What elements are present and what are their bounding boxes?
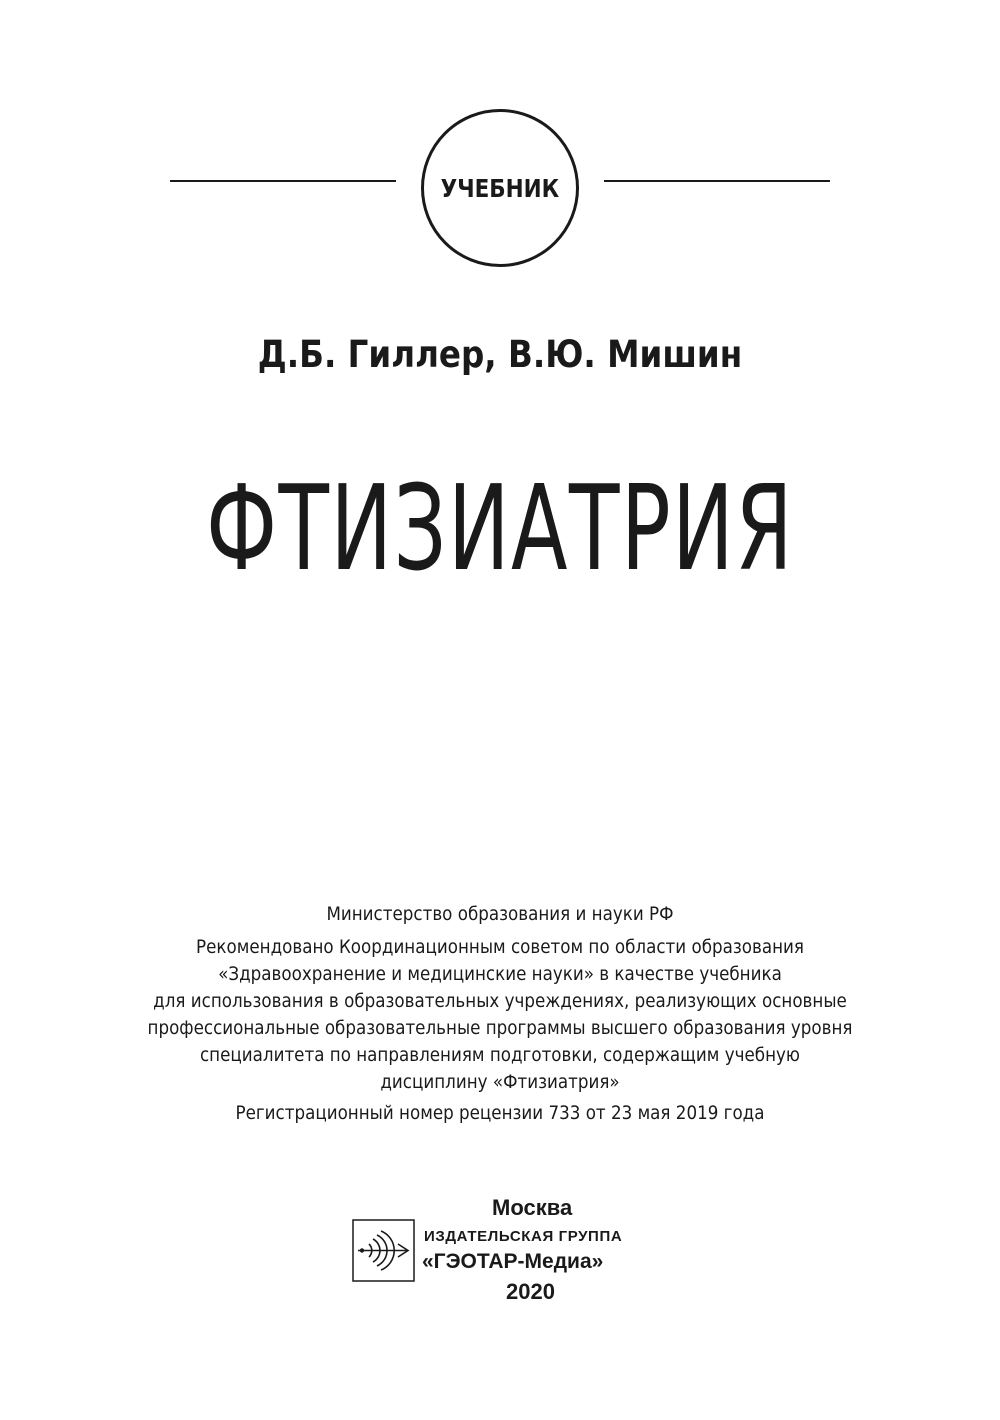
recommendation-line: дисциплину «Фтизиатрия» xyxy=(380,1071,620,1093)
authors: Д.Б. Гиллер, В.Ю. Мишин xyxy=(257,333,743,376)
registration-line: Регистрационный номер рецензии 733 от 23 мая 2019 года xyxy=(235,1102,765,1124)
recommendation-line: Рекомендовано Координационным советом по области образования xyxy=(196,936,804,958)
geotar-logo-icon xyxy=(352,1219,415,1282)
book-title: ФТИЗИАТРИЯ xyxy=(205,459,795,597)
publisher-city: Москва xyxy=(492,1195,573,1220)
header-rule-left xyxy=(170,180,396,182)
approval-block xyxy=(0,901,1000,1127)
publisher-block xyxy=(352,1195,652,1305)
publication-year: 2020 xyxy=(506,1279,555,1304)
textbook-badge xyxy=(421,109,579,267)
badge-label: УЧЕБНИК xyxy=(440,173,560,203)
header-rule-right xyxy=(604,180,830,182)
recommendation-line: специалитета по направлениям подготовки, содержащим учебную xyxy=(199,1044,800,1066)
recommendation-line: профессиональные образовательные программы высшего образования уровня xyxy=(147,1017,853,1039)
publisher-name: «ГЭОТАР-Медиа» xyxy=(422,1250,604,1273)
ministry-line: Министерство образования и науки РФ xyxy=(326,903,674,925)
publisher-group-label: ИЗДАТЕЛЬСКАЯ ГРУППА xyxy=(424,1228,623,1245)
recommendation-line: «Здравоохранение и медицинские науки» в качестве учебника xyxy=(218,963,782,985)
recommendation-line: для использования в образовательных учреждениях, реализующих основные xyxy=(153,990,847,1012)
